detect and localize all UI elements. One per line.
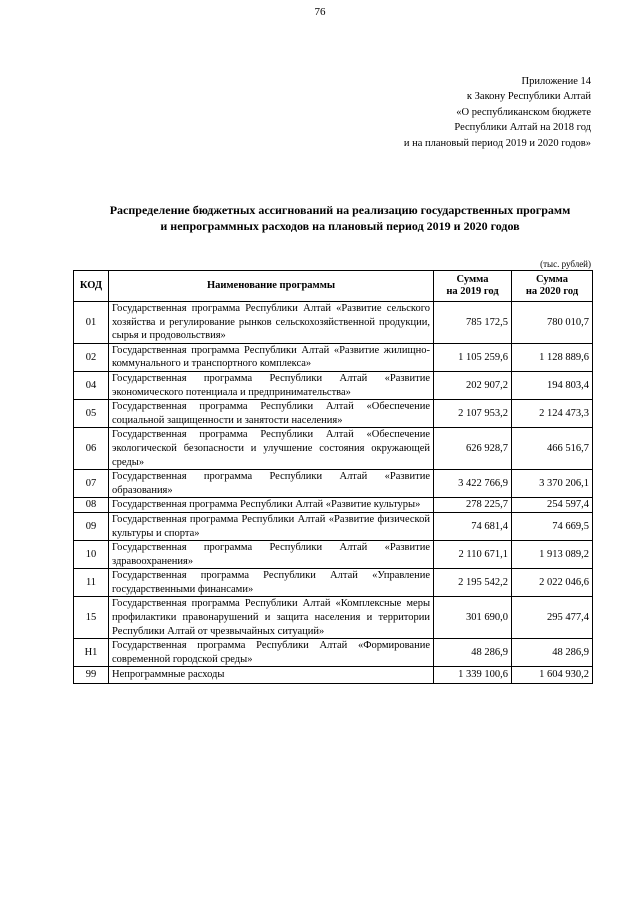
row-code: 06	[74, 428, 109, 470]
table-row	[74, 428, 593, 470]
row-program-name: Государственная программа Республики Алтай «Развитие физической культуры и спорта»	[109, 512, 434, 540]
table-row	[74, 541, 593, 569]
table-row	[74, 400, 593, 428]
table-row	[74, 512, 593, 540]
row-sum-2020: 780 010,7	[512, 302, 593, 344]
row-sum-2020: 74 669,5	[512, 512, 593, 540]
row-sum-2019: 2 107 953,2	[434, 400, 512, 428]
units-label: (тыс. рублей)	[540, 259, 591, 269]
row-program-name: Государственная программа Республики Алтай «Развитие жилищно-коммунального и транспортного комплекса»	[109, 343, 434, 371]
row-program-name: Государственная программа Республики Алтай «Комплексные меры профилактики правонарушений и защита населения и территории Республики Алтай от чрезвычайных ситуаций»	[109, 597, 434, 639]
row-sum-2020: 295 477,4	[512, 597, 593, 639]
budget-table	[73, 270, 593, 684]
row-code: 11	[74, 569, 109, 597]
row-sum-2019: 48 286,9	[434, 639, 512, 667]
header-sum-2020-line1: Сумма	[536, 273, 568, 285]
row-code: Н1	[74, 639, 109, 667]
row-sum-2019: 1 339 100,6	[434, 667, 512, 684]
appendix-line: «О республиканском бюджете	[456, 106, 591, 118]
row-program-name: Непрограммные расходы	[109, 667, 434, 684]
row-sum-2020: 3 370 206,1	[512, 470, 593, 498]
row-sum-2020: 48 286,9	[512, 639, 593, 667]
table-row	[74, 597, 593, 639]
row-code: 07	[74, 470, 109, 498]
row-program-name: Государственная программа Республики Алтай «Развитие образования»	[109, 470, 434, 498]
row-sum-2020: 2 022 046,6	[512, 569, 593, 597]
row-sum-2019: 2 110 671,1	[434, 541, 512, 569]
page-number: 76	[314, 6, 326, 18]
appendix-line: Республики Алтай на 2018 год	[454, 122, 591, 134]
header-code: КОД	[74, 271, 109, 302]
appendix-line: к Закону Республики Алтай	[466, 91, 591, 103]
row-sum-2019: 202 907,2	[434, 371, 512, 399]
row-sum-2020: 1 128 889,6	[512, 343, 593, 371]
row-code: 01	[74, 302, 109, 344]
appendix-line: Приложение 14	[521, 76, 591, 87]
table-row	[74, 343, 593, 371]
appendix-line: и на плановый период 2019 и 2020 годов»	[403, 137, 591, 149]
row-program-name: Государственная программа Республики Алтай «Развитие сельского хозяйства и регулирование рынков сельскохозяйственной продукции, сырья и продовольствия»	[109, 302, 434, 344]
document-title	[60, 202, 620, 234]
row-sum-2019: 3 422 766,9	[434, 470, 512, 498]
header-name: Наименование программы	[109, 271, 434, 302]
row-sum-2020: 254 597,4	[512, 498, 593, 513]
row-program-name: Государственная программа Республики Алтай «Развитие здравоохранения»	[109, 541, 434, 569]
header-sum-2020	[512, 271, 593, 302]
row-program-name: Государственная программа Республики Алтай «Обеспечение экологической безопасности и улучшение состояния окружающей среды»	[109, 428, 434, 470]
row-program-name: Государственная программа Республики Алтай «Развитие культуры»	[109, 498, 434, 513]
row-program-name: Государственная программа Республики Алтай «Развитие экономического потенциала и предпринимательства»	[109, 371, 434, 399]
row-sum-2019: 1 105 259,6	[434, 343, 512, 371]
row-sum-2019: 785 172,5	[434, 302, 512, 344]
table-row	[74, 498, 593, 513]
title-line: Распределение бюджетных ассигнований на реализацию государственных программ	[109, 203, 571, 217]
header-sum-2019-line1: Сумма	[456, 273, 489, 285]
row-sum-2020: 1 604 930,2	[512, 667, 593, 684]
header-sum-2019-line2: на 2019 год	[446, 286, 499, 297]
table-row	[74, 470, 593, 498]
row-sum-2020: 466 516,7	[512, 428, 593, 470]
header-sum-2020-line2: на 2020 год	[525, 286, 579, 297]
row-sum-2019: 278 225,7	[434, 498, 512, 513]
row-program-name: Государственная программа Республики Алтай «Формирование современной городской среды»	[109, 639, 434, 667]
row-code: 02	[74, 343, 109, 371]
row-code: 10	[74, 541, 109, 569]
row-code: 15	[74, 597, 109, 639]
row-code: 05	[74, 400, 109, 428]
row-sum-2019: 301 690,0	[434, 597, 512, 639]
row-sum-2019: 626 928,7	[434, 428, 512, 470]
row-program-name: Государственная программа Республики Алтай «Управление государственными финансами»	[109, 569, 434, 597]
table-row	[74, 569, 593, 597]
table-row	[74, 667, 593, 684]
row-sum-2020: 194 803,4	[512, 371, 593, 399]
table-row	[74, 302, 593, 344]
row-code: 08	[74, 498, 109, 513]
table-row	[74, 639, 593, 667]
table-header-row	[74, 271, 593, 302]
appendix-header	[404, 74, 591, 151]
table-row	[74, 371, 593, 399]
row-sum-2020: 1 913 089,2	[512, 541, 593, 569]
row-sum-2019: 74 681,4	[434, 512, 512, 540]
row-sum-2019: 2 195 542,2	[434, 569, 512, 597]
title-line: и непрограммных расходов на плановый период 2019 и 2020 годов	[160, 219, 520, 233]
header-sum-2019	[434, 271, 512, 302]
row-code: 99	[74, 667, 109, 684]
row-sum-2020: 2 124 473,3	[512, 400, 593, 428]
row-code: 04	[74, 371, 109, 399]
row-program-name: Государственная программа Республики Алтай «Обеспечение социальной защищенности и занятости населения»	[109, 400, 434, 428]
row-code: 09	[74, 512, 109, 540]
